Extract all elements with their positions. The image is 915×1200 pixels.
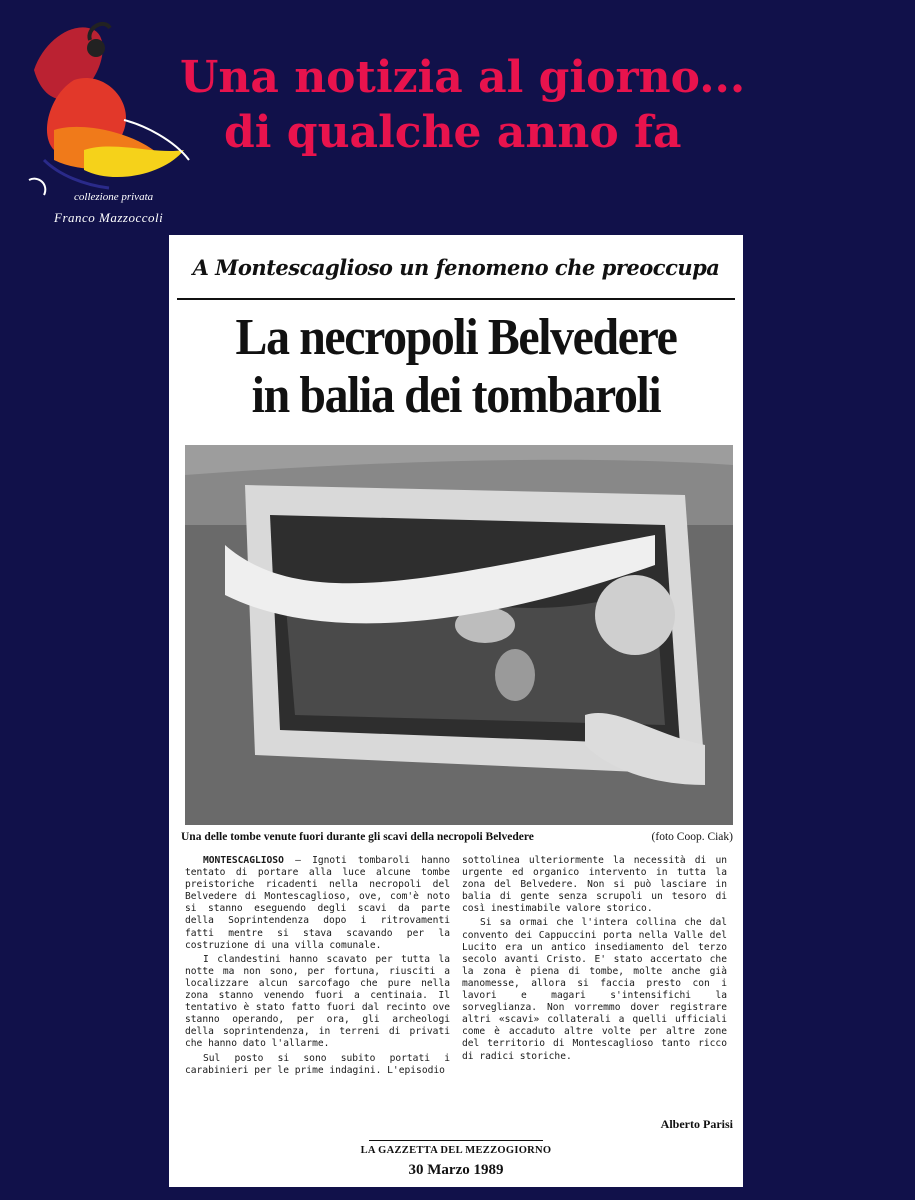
dancer-logo-icon — [14, 10, 194, 200]
title-line1: La necropoli Belvedere — [235, 309, 677, 366]
publication-date: 30 Marzo 1989 — [408, 1162, 504, 1178]
article-paragraph: Si sa ormai che l'intera collina che dal convento dei Cappuccini porta nella Valle del Lucito era un antico insediamento del terzo secolo avanti Cristo. E' stato accertato che la zona è piena di tombe, molte anche già manomesse, allora si faccia presto con i lavori e magari s'intensifichi la sorveglianza. Non vorremmo dover registrare altri «scavi» collaterali a quelli ufficiali come è accaduto altre volte per altre zone del territorio di Montescaglioso tanto ricco di radici storiche. — [462, 917, 727, 1062]
collection-logo — [14, 10, 194, 230]
article-paragraph — [185, 855, 450, 952]
logo-caption-collection: collezione privata — [74, 191, 154, 203]
newspaper-masthead: LA GAZZETTA DEL MEZZOGIORNO — [360, 1145, 552, 1156]
photo-caption — [181, 831, 733, 843]
article-dateline: MONTESCAGLIOSO — [203, 855, 284, 866]
article-photo — [185, 445, 733, 825]
tomb-photo-image — [185, 445, 733, 825]
caption-text: Una delle tombe venute fuori durante gli scavi della necropoli Belvedere — [181, 831, 534, 843]
paragraph-text: — Ignoti tombaroli hanno tentato di portare alla luce alcune tombe preistoriche ricadenti nella necropoli del Belvedere di Montescaglioso, ove, com'è noto si stanno eseguendo degli scavi da parte della Soprintendenza dopo i ritrovamenti fatti mentre si stava scavando per la costruzione di una villa comunale. — [185, 855, 451, 951]
headline-line1: Una notizia al giorno... — [180, 52, 746, 103]
newspaper-clipping — [169, 235, 743, 1187]
article-column-right — [462, 855, 727, 1065]
article-paragraph: I clandestini hanno scavato per tutta la notte ma non sono, per fortuna, riusciti a localizzare alcun sarcofago che pure nella zona stanno venendo fuori a centinaia. Il tentativo è stato fatto fuori dal recinto ove stanno operando, per ora, gli archeologi della soprintendenza, in terreni di privati che hanno dato l'allarme. — [185, 953, 450, 1050]
page-headline — [180, 50, 880, 160]
article-paragraph: Sul posto si sono subito portati i carabinieri per le prime indagini. L'episodio — [185, 1052, 450, 1076]
article-kicker: A Montescaglioso un fenomeno che preoccupa — [192, 255, 720, 280]
article-title — [199, 309, 712, 425]
logo-caption-owner: Franco Mazzoccoli — [54, 210, 164, 225]
photo-credit: (foto Coop. Ciak) — [651, 831, 733, 843]
article-paragraph: sottolinea ulteriormente la necessità di un urgente ed organico intervento in tutta la zona del Belvedere. Non si può lasciare in balia di gente senza scrupoli un tesoro di così inestimabile valore storico. — [462, 855, 727, 915]
title-line2: in balia dei tombaroli — [251, 367, 661, 424]
headline-line2: di qualche anno fa — [224, 107, 682, 158]
article-author: Alberto Parisi — [660, 1117, 733, 1131]
article-column-left — [185, 855, 450, 1079]
footer-divider — [369, 1140, 543, 1141]
kicker-divider — [177, 298, 735, 300]
